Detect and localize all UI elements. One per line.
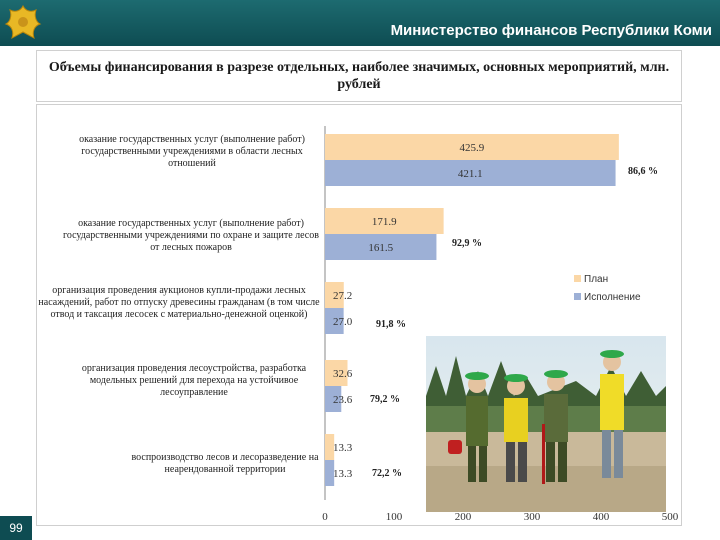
percent-label-5: 72,2 % bbox=[372, 468, 402, 479]
data-label-plan-1: 425.9 bbox=[459, 142, 485, 154]
legend-item-execution bbox=[574, 292, 641, 303]
legend-swatch-execution bbox=[574, 293, 581, 300]
legend-item-plan bbox=[574, 274, 608, 285]
ministry-title: Министерство финансов Республики Коми bbox=[390, 22, 712, 39]
percent-label-4: 79,2 % bbox=[370, 394, 400, 405]
percent-label-2: 92,9 % bbox=[452, 238, 482, 249]
data-label-plan-5: 13.3 bbox=[333, 442, 353, 454]
category-label-1: оказание государственных услуг (выполнение работ) государственными учреждениями в области лесных отношений bbox=[79, 134, 305, 169]
category-label-4: организация проведения лесоустройства, разработка модельных решений для перехода на устойчивое лесоуправление bbox=[81, 363, 307, 398]
category-label-5: воспроизводство лесов и лесоразведение на неарендованной территории bbox=[131, 452, 319, 475]
data-label-execution-3: 27.0 bbox=[333, 316, 353, 328]
data-label-plan-2: 171.9 bbox=[371, 216, 397, 228]
category-label-3: организация проведения аукционов купли-продажи лесных насаждений, работ по отпуску древесины гражданам (в том числе отвод и таксация лесосек с материально-денежной оценкой) bbox=[38, 285, 320, 320]
percent-label-1: 86,6 % bbox=[628, 166, 658, 177]
legend bbox=[570, 272, 650, 308]
x-tick-label-0: 0 bbox=[322, 511, 328, 523]
legend-label-execution: Исполнение bbox=[584, 292, 641, 303]
x-tick-label-500: 500 bbox=[661, 511, 679, 523]
x-tick-label-400: 400 bbox=[592, 511, 610, 523]
category-label-2: оказание государственных услуг (выполнение работ) государственными учреждениями по охране и защите лесов от лесных пожаров bbox=[63, 218, 319, 253]
x-tick-label-100: 100 bbox=[385, 511, 403, 523]
data-label-execution-4: 23.6 bbox=[333, 394, 353, 406]
legend-swatch-plan bbox=[574, 275, 581, 282]
chart-title: Объемы финансирования в разрезе отдельных, наиболее значимых, основных мероприятий, млн. рублей bbox=[48, 60, 670, 92]
page-number: 99 bbox=[0, 516, 32, 540]
x-tick-label-300: 300 bbox=[523, 511, 541, 523]
data-label-plan-3: 27.2 bbox=[333, 290, 353, 302]
data-label-execution-1: 421.1 bbox=[457, 168, 483, 180]
x-tick-label-200: 200 bbox=[454, 511, 472, 523]
legend-label-plan: План bbox=[584, 274, 609, 285]
data-label-execution-5: 13.3 bbox=[333, 468, 353, 480]
data-label-execution-2: 161.5 bbox=[368, 242, 394, 254]
data-label-plan-4: 32.6 bbox=[333, 368, 353, 380]
percent-label-3: 91,8 % bbox=[376, 319, 406, 330]
